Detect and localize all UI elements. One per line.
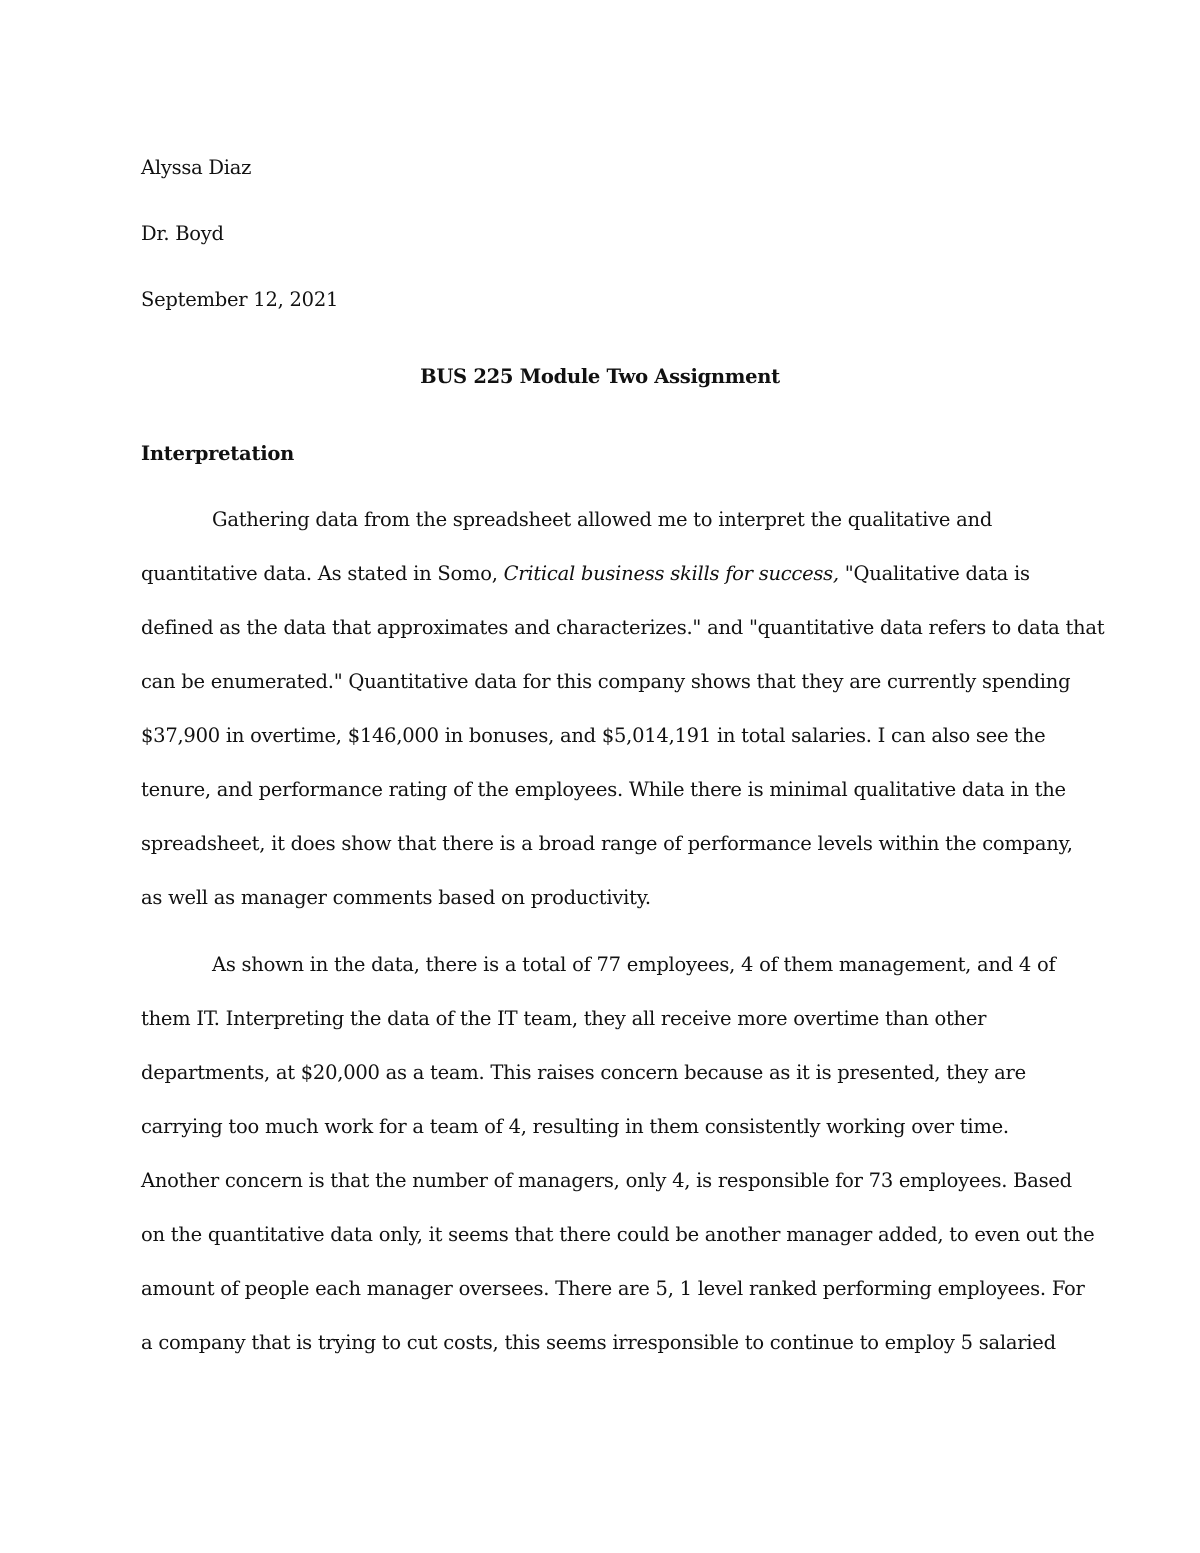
citation-book-title: Critical business skills for success, [503,562,839,585]
paragraph-2-line-3: departments, at $20,000 as a team. This raises concern because as it is presented, they are [141,1061,1026,1084]
paragraph-2-line-2: them IT. Interpreting the data of the IT team, they all receive more overtime than other [141,1007,987,1030]
paragraph-2-line-4: carrying too much work for a team of 4, resulting in them consistently working over time. [141,1115,1009,1138]
paragraph-2-line-6: on the quantitative data only, it seems that there could be another manager added, to even out the [141,1223,1095,1246]
instructor-name: Dr. Boyd [141,222,224,245]
document-title: BUS 225 Module Two Assignment [420,365,780,388]
paragraph-1-line-3: defined as the data that approximates and characterizes." and "quantitative data refers to data that [141,616,1105,639]
paragraph-2-line-8: a company that is trying to cut costs, this seems irresponsible to continue to employ 5 salaried [141,1331,1056,1354]
paragraph-2-line-7: amount of people each manager oversees. There are 5, 1 level ranked performing employees. For [141,1277,1085,1300]
paragraph-1-line-2-end: "Qualitative data is [838,562,1030,585]
assignment-date: September 12, 2021 [141,288,339,311]
section-heading-interpretation: Interpretation [141,442,295,465]
student-name: Alyssa Diaz [141,156,252,179]
paragraph-1-line-2 [141,561,1030,587]
paragraph-2-line-5: Another concern is that the number of managers, only 4, is responsible for 73 employees. Based [141,1169,1072,1192]
paragraph-2-line-1: As shown in the data, there is a total of 77 employees, 4 of them management, and 4 of [212,953,1056,976]
paragraph-1-line-7: spreadsheet, it does show that there is a broad range of performance levels within the company, [141,832,1073,855]
paragraph-1-line-6: tenure, and performance rating of the employees. While there is minimal qualitative data in the [141,778,1066,801]
paragraph-1-line-4: can be enumerated." Quantitative data for this company shows that they are currently spending [141,670,1071,693]
paragraph-1-line-5: $37,900 in overtime, $146,000 in bonuses, and $5,014,191 in total salaries. I can also see the [141,724,1046,747]
paragraph-1-line-8: as well as manager comments based on productivity. [141,886,651,909]
paragraph-1-line-1: Gathering data from the spreadsheet allowed me to interpret the qualitative and [212,508,993,531]
paragraph-1-line-2-start: quantitative data. As stated in Somo, [141,562,504,585]
